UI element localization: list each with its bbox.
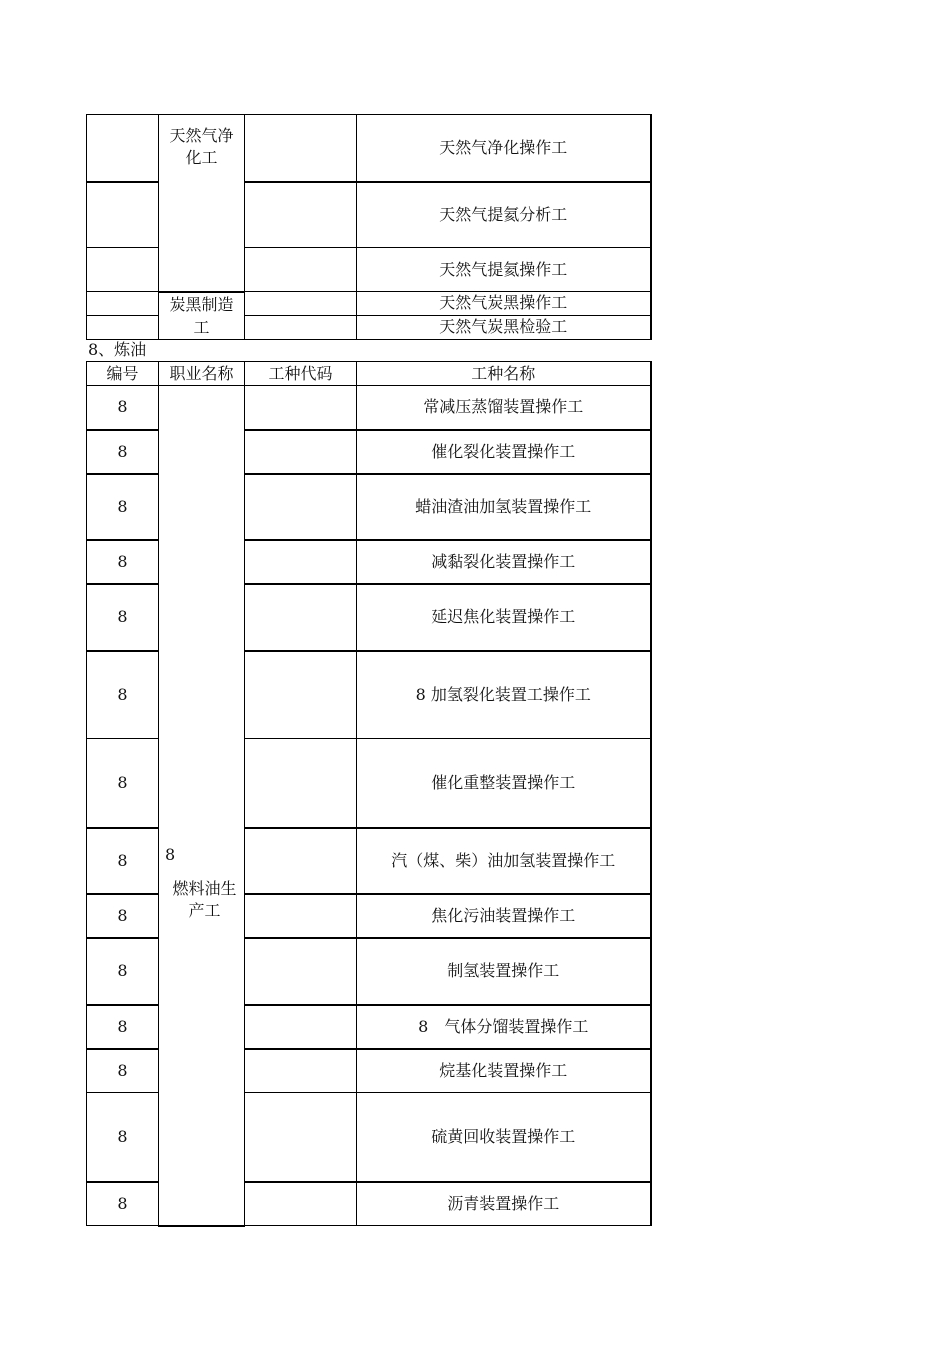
job-name-cell: 催化裂化装置操作工	[357, 430, 651, 474]
occupation-cell-fuel-oil	[159, 386, 245, 1226]
number-cell: 8	[87, 474, 159, 540]
job-name-cell: 蜡油渣油加氢装置操作工	[357, 474, 651, 540]
job-name-cell: 烷基化装置操作工	[357, 1049, 651, 1093]
header-occupation: 职业名称	[159, 362, 245, 386]
header-number: 编号	[87, 362, 159, 386]
job-name-cell: 制氢装置操作工	[357, 938, 651, 1005]
job-name-cell: 沥青装置操作工	[357, 1182, 651, 1226]
job-name-cell: 8 加氢裂化装置工操作工	[357, 651, 651, 739]
number-cell	[87, 248, 159, 292]
table-row	[87, 115, 651, 182]
occupation-name: 燃料油生产工	[172, 879, 237, 920]
code-cell	[245, 386, 357, 430]
code-cell	[245, 292, 357, 316]
job-name-cell: 焦化污油装置操作工	[357, 894, 651, 938]
number-cell: 8	[87, 1093, 159, 1182]
number-cell: 8	[87, 386, 159, 430]
code-cell	[245, 430, 357, 474]
number-cell	[87, 315, 159, 339]
job-name-cell: 天然气炭黑检验工	[357, 315, 651, 339]
job-name-cell: 天然气净化操作工	[357, 115, 651, 182]
occupation-cell-natural-gas	[159, 115, 245, 292]
number-cell	[87, 115, 159, 182]
number-cell: 8	[87, 828, 159, 894]
number-cell: 8	[87, 739, 159, 828]
header-job-name: 工种名称	[357, 362, 651, 386]
code-cell	[245, 1093, 357, 1182]
code-cell	[245, 651, 357, 739]
code-cell	[245, 938, 357, 1005]
section-heading: 8、炼油	[88, 340, 147, 359]
code-cell	[245, 1005, 357, 1049]
code-cell	[245, 182, 357, 248]
number-cell: 8	[87, 430, 159, 474]
natural-gas-table	[86, 114, 652, 340]
header-code: 工种代码	[245, 362, 357, 386]
job-name-cell: 催化重整装置操作工	[357, 739, 651, 828]
number-cell: 8	[87, 894, 159, 938]
table-row	[87, 292, 651, 316]
table-row	[87, 386, 651, 430]
number-cell: 8	[87, 651, 159, 739]
number-cell: 8	[87, 540, 159, 584]
number-cell	[87, 182, 159, 248]
job-name-cell: 天然气炭黑操作工	[357, 292, 651, 316]
job-name-cell: 减黏裂化装置操作工	[357, 540, 651, 584]
job-name-cell: 汽（煤、柴）油加氢装置操作工	[357, 828, 651, 894]
number-cell: 8	[87, 584, 159, 651]
occupation-name: 炭黑制造工	[169, 294, 234, 337]
occupation-code: 8	[165, 845, 176, 864]
job-name-cell: 硫黄回收装置操作工	[357, 1093, 651, 1182]
code-cell	[245, 1049, 357, 1093]
occupation-name: 天然气净化工	[169, 126, 234, 167]
number-cell: 8	[87, 1049, 159, 1093]
job-name-cell: 延迟焦化装置操作工	[357, 584, 651, 651]
job-name-cell: 8 气体分馏装置操作工	[357, 1005, 651, 1049]
code-cell	[245, 315, 357, 339]
number-cell: 8	[87, 1182, 159, 1226]
refining-table	[86, 361, 652, 1227]
code-cell	[245, 894, 357, 938]
code-cell	[245, 584, 357, 651]
job-name-cell: 天然气提氦分析工	[357, 182, 651, 248]
code-cell	[245, 1182, 357, 1226]
code-cell	[245, 540, 357, 584]
job-name-cell: 天然气提氦操作工	[357, 248, 651, 292]
code-cell	[245, 739, 357, 828]
code-cell	[245, 115, 357, 182]
number-cell	[87, 292, 159, 316]
code-cell	[245, 248, 357, 292]
code-cell	[245, 474, 357, 540]
header-row	[87, 362, 651, 386]
code-cell	[245, 828, 357, 894]
occupation-cell-carbon-black	[159, 292, 245, 340]
number-cell: 8	[87, 938, 159, 1005]
job-name-cell: 常减压蒸馏装置操作工	[357, 386, 651, 430]
number-cell: 8	[87, 1005, 159, 1049]
